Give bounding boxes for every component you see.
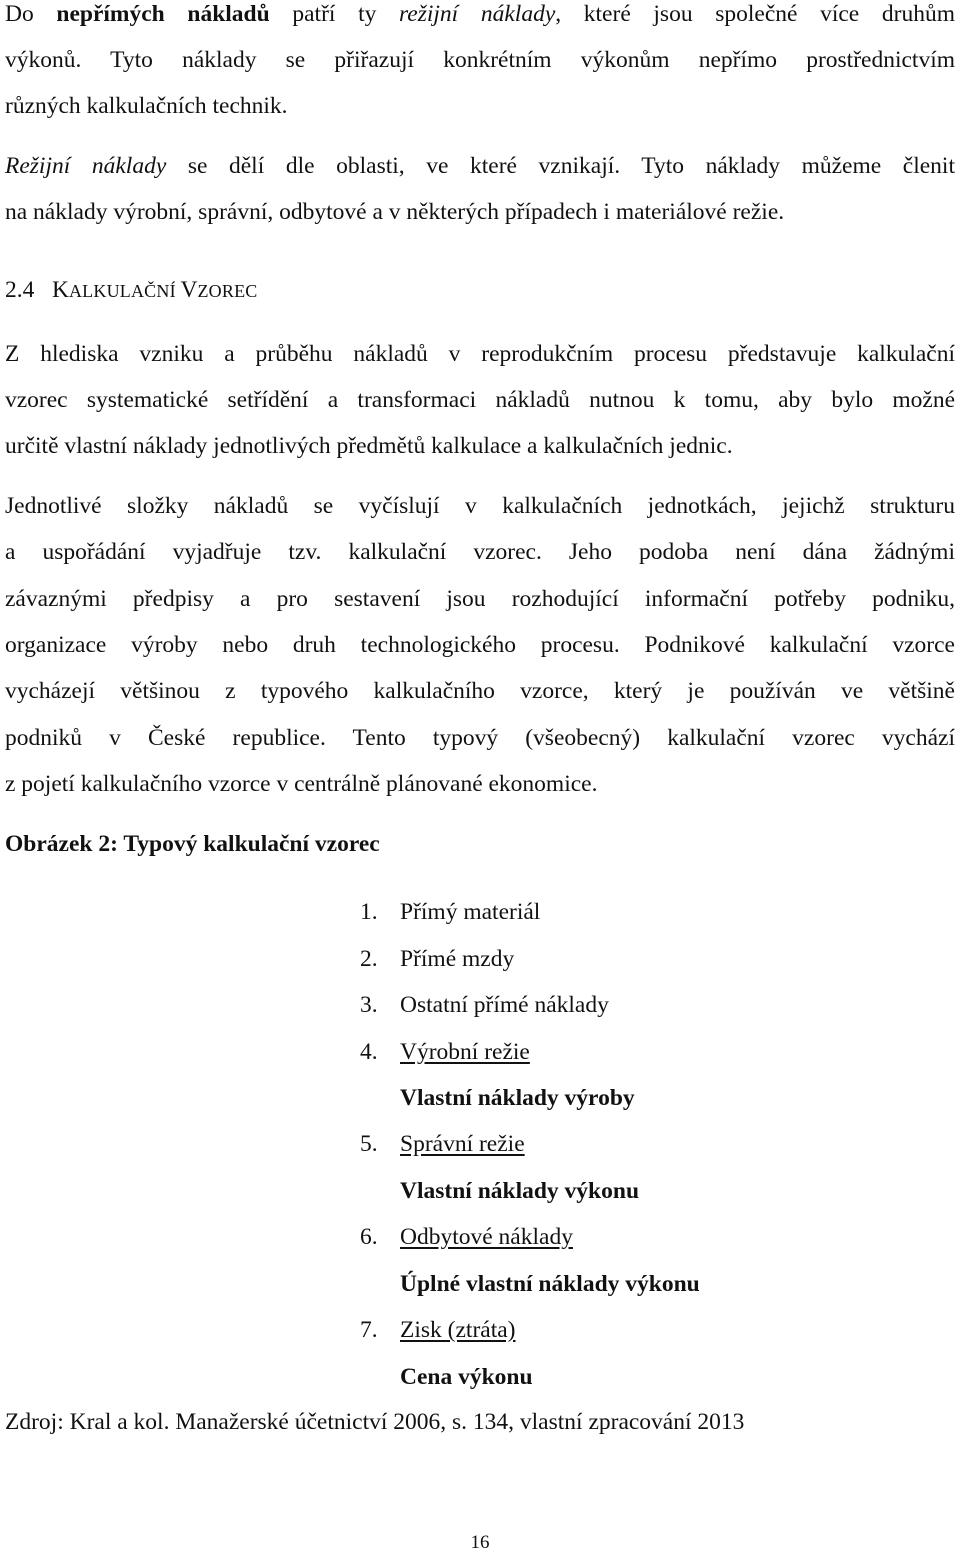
intro-line-3: různých kalkulačních technik. (5, 93, 288, 119)
formula-item: 6. Odbytové náklady (360, 1224, 573, 1250)
para1-line-2: vzorec systematické setřídění a transformaci nákladů nutnou k tomu, aby bylo možné (5, 387, 955, 413)
intro-line-2: výkonů. Tyto náklady se přiřazují konkrétním výkonům nepřímo prostřednictvím (5, 47, 955, 73)
italic-term: Režijní náklady (5, 153, 167, 179)
formula-item: 3. Ostatní přímé náklady (360, 992, 609, 1018)
para2-line-4: organizace výroby nebo druh technologického procesu. Podnikové kalkulační vzorce (5, 632, 955, 658)
para2-line-5: vycházejí většinou z typového kalkulačního vzorce, který je používán ve většině (5, 678, 955, 704)
formula-subtotal: Vlastní náklady výroby (400, 1085, 635, 1111)
formula-item: 5. Správní režie (360, 1131, 525, 1157)
intro-line-4: Režijní náklady se dělí dle oblasti, ve které vznikají. Tyto náklady můžeme členit (5, 153, 955, 179)
formula-item: 4. Výrobní režie (360, 1039, 530, 1065)
italic-term: režijní náklady (399, 1, 556, 27)
formula-subtotal: Vlastní náklady výkonu (400, 1178, 640, 1204)
page-number: 16 (470, 1532, 490, 1553)
intro-line-5: na náklady výrobní, správní, odbytové a v některých případech i materiálové režie. (5, 199, 785, 225)
para2-line-7: z pojetí kalkulačního vzorce v centrálně plánované ekonomice. (5, 771, 598, 797)
formula-item: 2. Přímé mzdy (360, 946, 515, 972)
bold-term: nepřímých nákladů (56, 1, 270, 27)
para2-line-3: závaznými předpisy a pro sestavení jsou rozhodující informační potřeby podniku, (5, 586, 955, 612)
intro-line-1: Do nepřímých nákladů patří ty režijní náklady, které jsou společné více druhům (5, 1, 955, 27)
para1-line-1: Z hlediska vzniku a průběhu nákladů v reprodukčním procesu představuje kalkulační (5, 341, 955, 367)
formula-item: 7. Zisk (ztráta) (360, 1317, 516, 1343)
para2-line-2: a uspořádání vyjadřuje tzv. kalkulační vzorec. Jeho podoba není dána žádnými (5, 539, 955, 565)
para1-line-3: určitě vlastní náklady jednotlivých předmětů kalkulace a kalkulačních jednic. (5, 433, 733, 459)
section-number: 2.4 (5, 277, 35, 303)
para2-line-6: podniků v České republice. Tento typový (všeobecný) kalkulační vzorec vychází (5, 725, 955, 751)
section-heading: 2.4 KALKULAČNÍ VZOREC (5, 277, 258, 303)
formula-item: 1. Přímý materiál (360, 899, 541, 925)
formula-subtotal: Cena výkonu (400, 1364, 533, 1390)
para2-line-1: Jednotlivé složky nákladů se vyčíslují v kalkulačních jednotkách, jejichž strukturu (5, 493, 955, 519)
source-note: Zdroj: Kral a kol. Manažerské účetnictví 2006, s. 134, vlastní zpracování 2013 (5, 1409, 745, 1435)
figure-caption: Obrázek 2: Typový kalkulační vzorec (5, 831, 380, 857)
formula-subtotal: Úplné vlastní náklady výkonu (400, 1271, 700, 1297)
